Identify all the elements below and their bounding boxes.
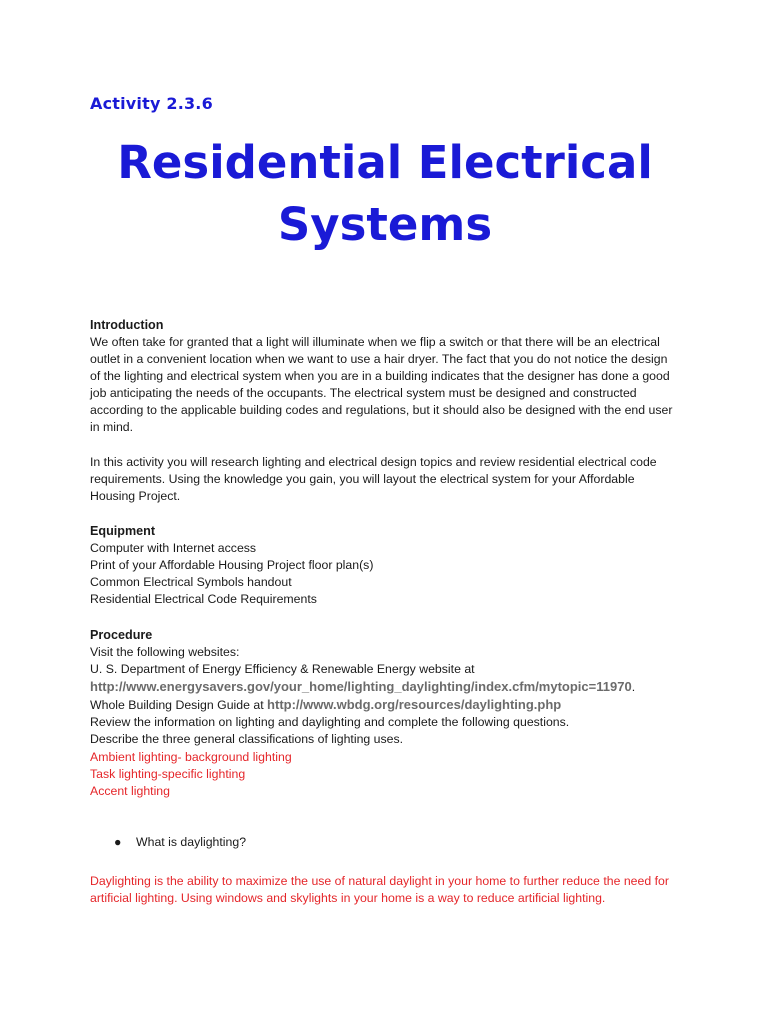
bullet-icon: ●: [114, 835, 122, 849]
introduction-section: [90, 317, 680, 437]
introduction-paragraph-2: In this activity you will research lighting and electrical design topics and review residential electrical code requirements. Using the knowledge you gain, you will layout the electrical system for your Affordable Housing Project.: [90, 455, 657, 504]
procedure-line-2: U. S. Department of Energy Efficiency & Renewable Energy website at: [90, 662, 475, 677]
introduction-paragraph-1: We often take for granted that a light will illuminate when we flip a switch or that there will be an electrical outlet in a convenient location when we want to use a hair dryer. The fact that you do not notice the design of the lighting and electrical system when you are in a building indicates that the designer has done a good job anticipating the needs of the occupants. The electrical system must be designed and constructed according to the applicable building codes and regulations, but it should also be designed with the end user in mind.: [90, 335, 673, 435]
answer-line: Accent lighting: [90, 783, 170, 798]
equipment-item: Residential Electrical Code Requirements: [90, 592, 317, 607]
procedure-line-4: Review the information on lighting and daylighting and complete the following questions.: [90, 715, 570, 730]
equipment-heading: Equipment: [90, 524, 156, 538]
answer-line: Task lighting-specific lighting: [90, 766, 246, 781]
procedure-line-5: Describe the three general classifications of lighting uses.: [90, 732, 404, 747]
introduction-heading: Introduction: [90, 318, 164, 332]
equipment-item: Computer with Internet access: [90, 541, 257, 555]
procedure-link-1-line: [90, 678, 680, 696]
link-suffix: .: [631, 680, 636, 695]
equipment-item: Print of your Affordable Housing Project floor plan(s): [90, 558, 374, 573]
procedure-link-2-line: [90, 696, 680, 714]
bullet-question: [114, 834, 246, 851]
procedure-line-1: Visit the following websites:: [90, 645, 240, 659]
wbdg-prefix: Whole Building Design Guide at: [90, 698, 268, 713]
daylighting-answer: Daylighting is the ability to maximize the use of natural daylight in your home to further reduce the need for artificial lighting. Using windows and skylights in your home is a way to reduce artificial lighting.: [90, 874, 669, 906]
activity-number: Activity 2.3.6: [90, 94, 213, 113]
wbdg-link[interactable]: http://www.wbdg.org/resources/daylighting.php: [267, 697, 562, 713]
introduction-paragraph-2-block: [90, 454, 680, 505]
daylighting-answer-block: [90, 873, 680, 907]
energysavers-link[interactable]: http://www.energysavers.gov/your_home/lighting_daylighting/index.cfm/mytopic=11970: [90, 679, 632, 695]
page-title: Residential Electrical Systems: [117, 136, 653, 251]
bullet-question-text: What is daylighting?: [136, 835, 247, 849]
equipment-section: [90, 523, 680, 608]
equipment-item: Common Electrical Symbols handout: [90, 575, 292, 590]
procedure-heading: Procedure: [90, 628, 153, 642]
procedure-section: [90, 627, 680, 800]
answer-line: Ambient lighting- background lighting: [90, 749, 292, 764]
